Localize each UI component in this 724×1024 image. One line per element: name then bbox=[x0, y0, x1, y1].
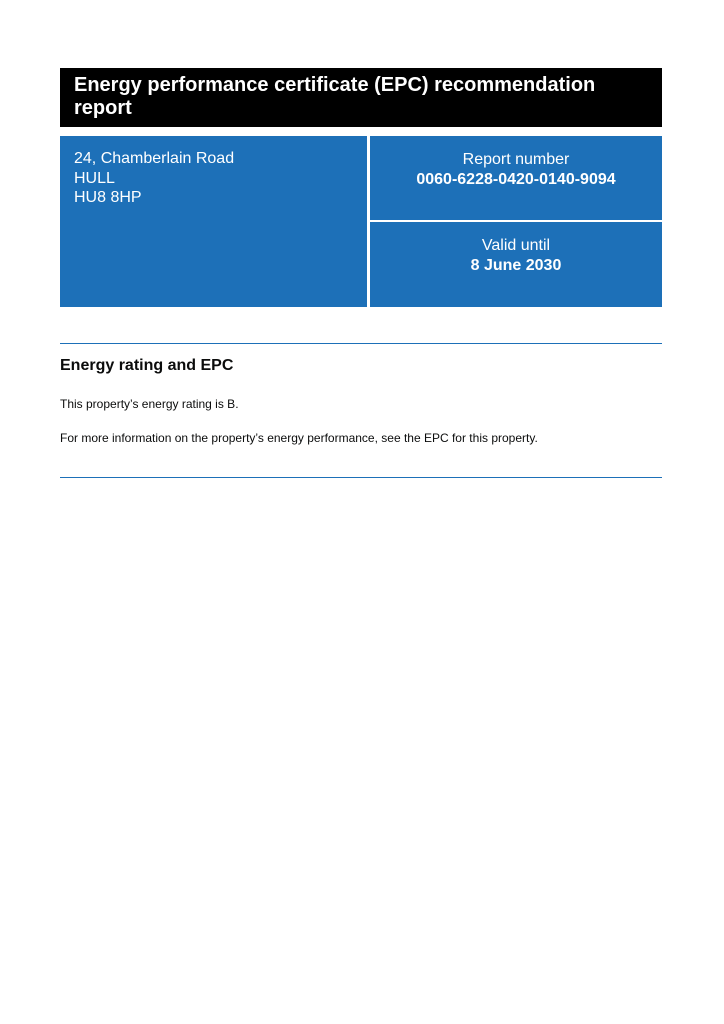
valid-until-panel bbox=[370, 222, 662, 307]
valid-until-value: 8 June 2030 bbox=[470, 256, 562, 274]
report-number-panel bbox=[370, 136, 662, 220]
valid-until-label: Valid until bbox=[481, 237, 551, 254]
report-number-value: 0060-6228-0420-0140-9094 bbox=[416, 170, 616, 188]
address-town: HULL bbox=[74, 169, 115, 187]
energy-rating-text: This property’s energy rating is B. bbox=[60, 397, 239, 411]
page-title: Energy performance certificate (EPC) recommendation report bbox=[74, 74, 596, 119]
energy-rating-heading: Energy rating and EPC bbox=[60, 357, 234, 374]
epc-info-text: For more information on the property’s energy performance, see the EPC for this property. bbox=[60, 431, 538, 445]
address-panel bbox=[60, 136, 367, 307]
address-street: 24, Chamberlain Road bbox=[74, 150, 235, 167]
section-divider-top bbox=[60, 343, 662, 344]
address-postcode: HU8 8HP bbox=[74, 189, 142, 206]
title-banner bbox=[60, 68, 662, 127]
report-number-label: Report number bbox=[462, 151, 570, 168]
section-divider-bottom bbox=[60, 477, 662, 478]
